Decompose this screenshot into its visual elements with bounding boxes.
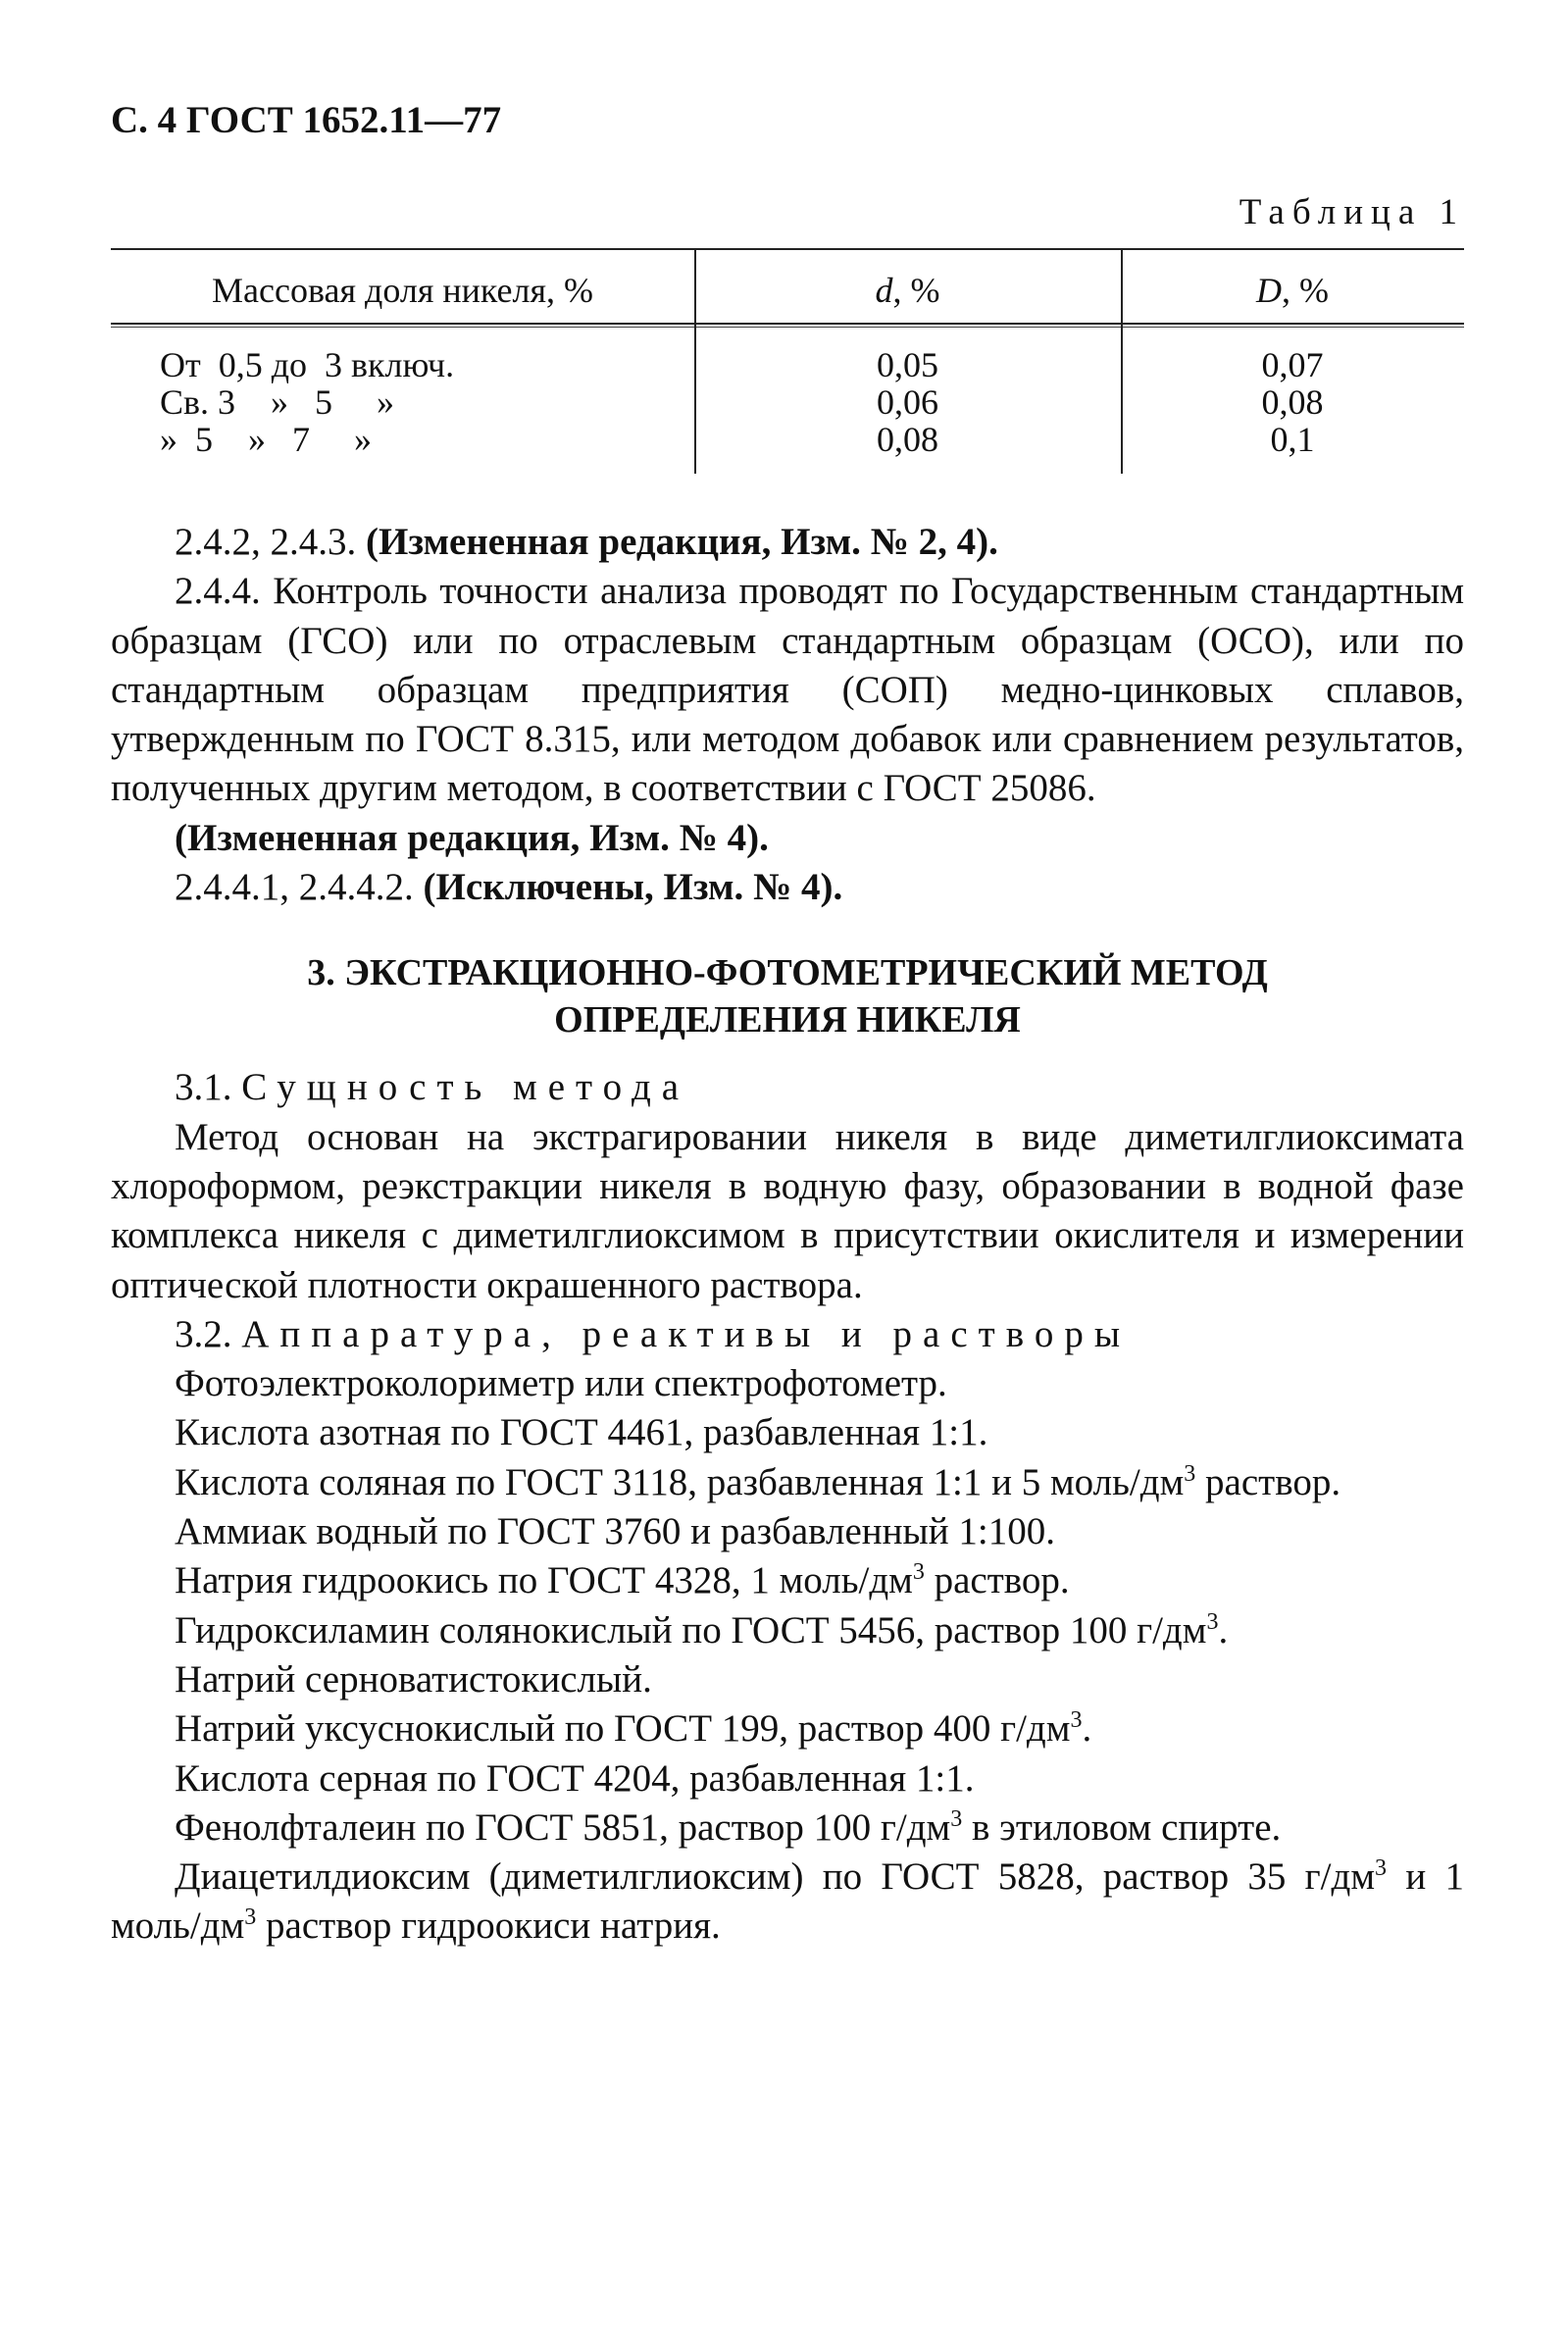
- paragraph-3-1: Метод основан на экстрагировании никеля в виде диметилглиоксимата хлороформом, реэкстракции никеля в водную фазу, образовании в водной фазе комплекса никеля с диметилглиоксимом в присутствии окислителя и измерении оптической плотности окрашенного раствора.: [111, 1115, 1464, 1306]
- table-top-rule: [111, 248, 1464, 250]
- paragraph-2-4-4-1: 2.4.4.1, 2.4.4.2. (Исключены, Изм. № 4).: [175, 866, 843, 909]
- table-cell: 0,07: [1261, 345, 1324, 384]
- table-caption: Таблица 1: [1239, 192, 1465, 232]
- body-text: [111, 518, 1464, 1952]
- reagent-item: Диацетилдиоксим (диметилглиоксим) по ГОСТ 5828, раствор 35 $г/дм^3$ и 1 моль/$дм^3$ раствор гидроокиси натрия.: [111, 1855, 1464, 1948]
- reagent-item: Фотоэлектроколориметр или спектрофотометр.: [175, 1362, 947, 1405]
- table-header-mass-fraction: Массовая доля никеля, %: [212, 271, 593, 310]
- table-column-d-values: [694, 346, 1121, 458]
- var-d: d: [875, 271, 893, 310]
- reagent-item: Кислота серная по ГОСТ 4204, разбавленная 1:1.: [175, 1756, 975, 1800]
- table-cell: Св. 3 » 5 »: [160, 382, 395, 422]
- table-cell: 0,1: [1270, 420, 1315, 459]
- table-cell: » 5 » 7 »: [160, 420, 372, 459]
- table-cell: 0,05: [877, 345, 938, 384]
- paragraph-2-4-4: 2.4.4. Контроль точности анализа проводят по Государственным стандартным образцам (ГСО) или по отраслевым стандартным образцам (ОСО), или по стандартным образцам предприятия (СОП) медно-цинковых сплавов, утвержденным по ГОСТ 8.315, или методом добавок или сравнением результатов, полученных другим методом, в соответствии с ГОСТ 25086.: [111, 570, 1464, 810]
- subsection-3-1-heading: 3.1. Сущность метода: [175, 1066, 690, 1109]
- subsection-3-2-heading: 3.2. Аппаратура, реактивы и растворы: [175, 1312, 1132, 1355]
- reagent-item: Фенолфталеин по ГОСТ 5851, раствор 100 $г/дм^3$ в этиловом спирте.: [175, 1805, 1282, 1849]
- section-title: 3. ЭКСТРАКЦИОННО-ФОТОМЕТРИЧЕСКИЙ МЕТОД ОПРЕДЕЛЕНИЯ НИКЕЛЯ: [307, 952, 1268, 1041]
- paragraph-amendment-note: (Измененная редакция, Изм. № 4).: [175, 816, 769, 859]
- table-header-D: D, %: [1256, 271, 1329, 310]
- table-header-rule-thin: [111, 327, 1464, 328]
- page-header: С. 4 ГОСТ 1652.11—77: [111, 99, 502, 141]
- table-cell: 0,06: [877, 382, 938, 422]
- table-cell: 0,08: [1261, 382, 1324, 422]
- reagent-item: Натрий уксуснокислый по ГОСТ 199, раствор 400 $г/дм^3$.: [175, 1707, 1092, 1751]
- reagent-item: Кислота соляная по ГОСТ 3118, разбавленная 1:1 и 5 моль/$дм^3$ раствор.: [175, 1460, 1341, 1503]
- table-header-rule: [111, 323, 1464, 325]
- paragraph-2-4-2: 2.4.2, 2.4.3. (Измененная редакция, Изм. № 2, 4).: [175, 521, 998, 563]
- reagent-item: Натрия гидроокись по ГОСТ 4328, 1 моль/$дм^3$ раствор.: [175, 1559, 1070, 1602]
- var-D: D: [1256, 271, 1282, 310]
- table-cell: От 0,5 до 3 включ.: [160, 345, 455, 384]
- table-cell: 0,08: [877, 420, 938, 459]
- reagent-item: Гидроксиламин солянокислый по ГОСТ 5456, раствор 100 $г/дм^3$.: [175, 1608, 1229, 1651]
- tolerance-table: [111, 248, 1464, 474]
- reagent-item: Натрий серноватистокислый.: [175, 1657, 652, 1701]
- reagent-item: Аммиак водный по ГОСТ 3760 и разбавленный 1:100.: [175, 1510, 1055, 1553]
- reagent-item: Кислота азотная по ГОСТ 4461, разбавленная 1:1.: [175, 1411, 988, 1454]
- table-column-ranges: [160, 346, 689, 458]
- table-header-d: d, %: [875, 271, 940, 310]
- table-column-D-values: [1121, 346, 1464, 458]
